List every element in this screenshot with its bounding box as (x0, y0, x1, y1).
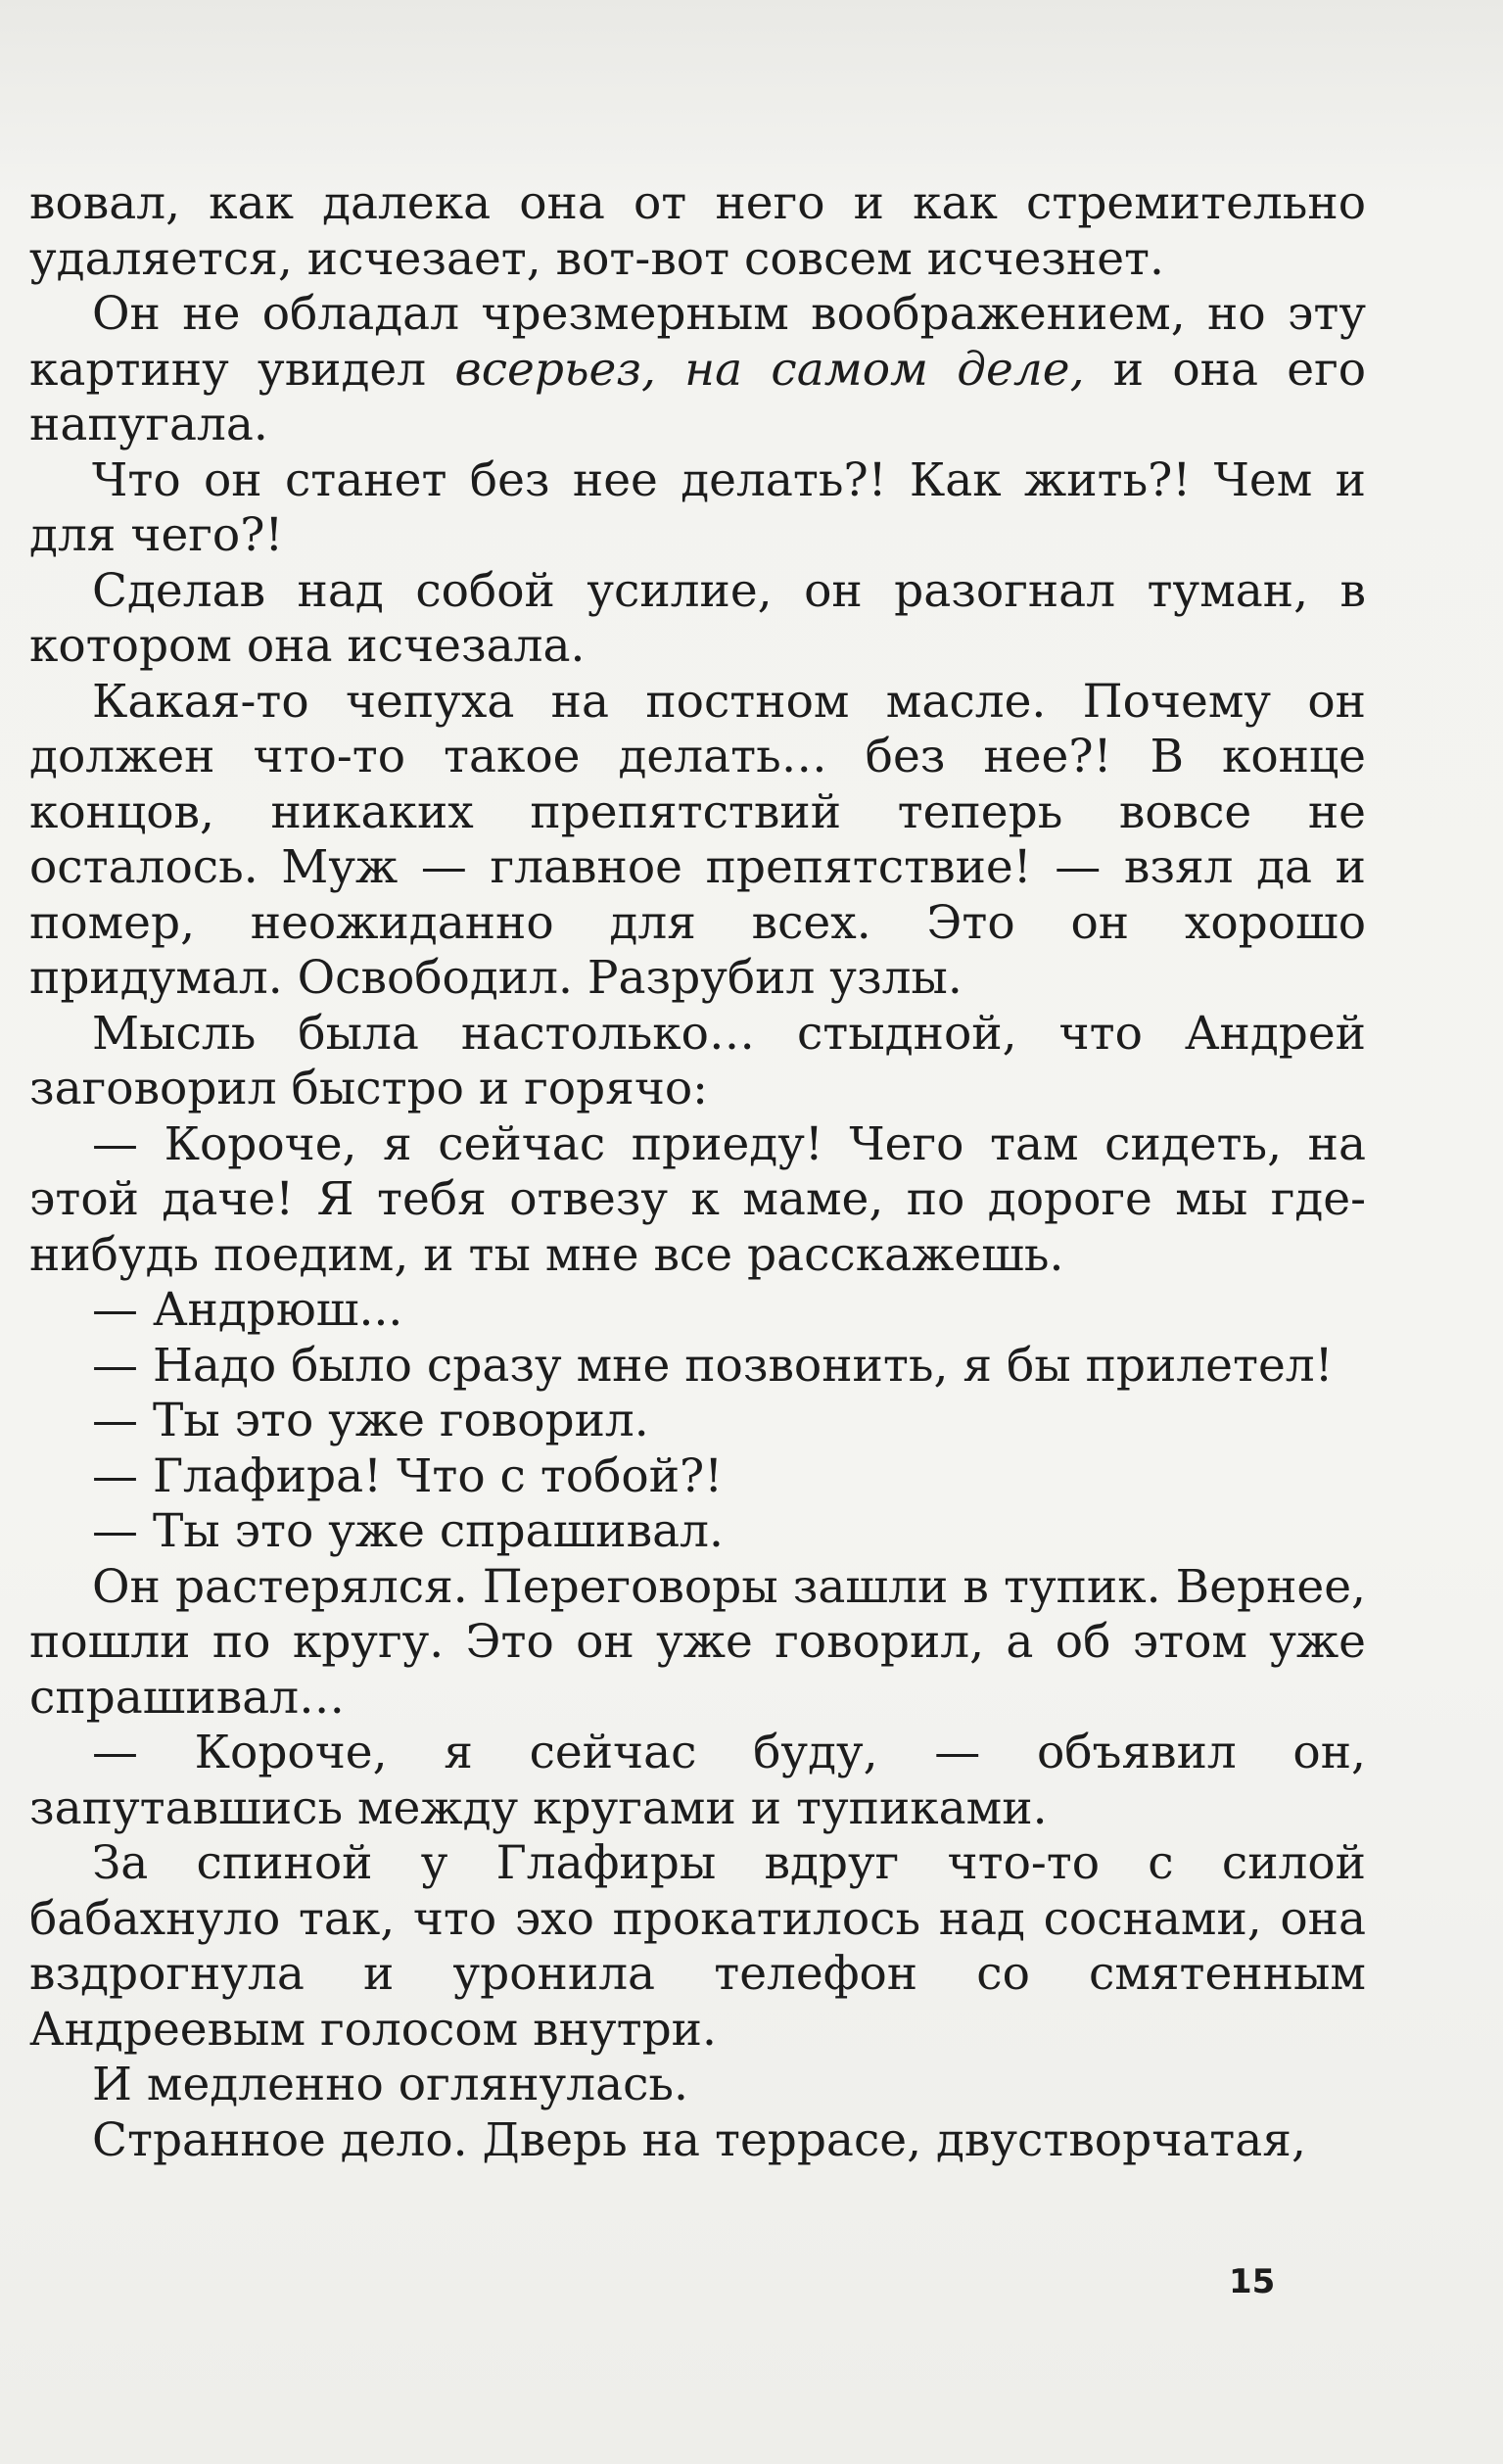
paragraph-4: Сделав над собой усилие, он разогнал туман, в котором она исчезала. (29, 563, 1366, 673)
paragraph-5: Какая-то чепуха на постном масле. Почему он должен что-то такое делать… без нее?! В конце концов, никаких препятствий теперь вовсе не осталось. Муж — главное препятствие! — взял да и помер, неожиданно для всех. Это он хорошо придумал. Освободил. Разрубил узлы. (29, 674, 1366, 1005)
paragraph-17: Странное дело. Дверь на террасе, двустворчатая, (92, 2112, 1306, 2167)
paragraph-3: Что он станет без нее делать?! Как жить?! Чем и для чего?! (29, 452, 1366, 562)
paragraph-14: — Короче, я сейчас буду, — объявил он, запутавшись между кругами и тупиками. (29, 1726, 1366, 1835)
paragraph-12: — Ты это уже спрашивал. (92, 1504, 724, 1558)
paragraph-2 (29, 287, 1366, 453)
paragraph-2-start: Он не обладал чрезмерным воображением, но эту картину увидел (29, 287, 1366, 397)
paragraph-15: За спиной у Глафиры вдруг что-то с силой бабахнуло так, что эхо прокатилось над соснами, она вздрогнула и уронила телефон со смятенным Андреевым голосом внутри. (29, 1836, 1366, 2057)
paragraph-2-italic: всерьез, на самом деле, (454, 342, 1085, 397)
paragraph-9: — Надо было сразу мне позвонить, я бы прилетел! (92, 1338, 1334, 1393)
paragraph-16: И медленно оглянулась. (92, 2058, 688, 2111)
paragraph-11: — Глафира! Что с тобой?! (92, 1448, 724, 1503)
paragraph-1: вовал, как далека она от него и как стремительно удаляется, исчезает, вот-вот совсем исчезнет. (29, 176, 1366, 286)
paragraph-2-end: и она его напугала. (29, 342, 1366, 451)
paragraph-10: — Ты это уже говорил. (92, 1394, 649, 1447)
paragraph-7: — Короче, я сейчас приеду! Чего там сидеть, на этой даче! Я тебя отвезу к маме, по дороге мы где-нибудь поедим, и ты мне все расскажешь. (29, 1116, 1366, 1282)
page-number: 15 (1229, 2262, 1276, 2301)
page-text (29, 176, 1366, 2168)
paragraph-6: Мысль была настолько… стыдной, что Андрей заговорил быстро и горячо: (29, 1006, 1366, 1115)
paragraph-13: Он растерялся. Переговоры зашли в тупик. Вернее, пошли по кругу. Это он уже говорил, а об этом уже спрашивал… (29, 1559, 1366, 1725)
paragraph-8: — Андрюш... (92, 1283, 403, 1337)
